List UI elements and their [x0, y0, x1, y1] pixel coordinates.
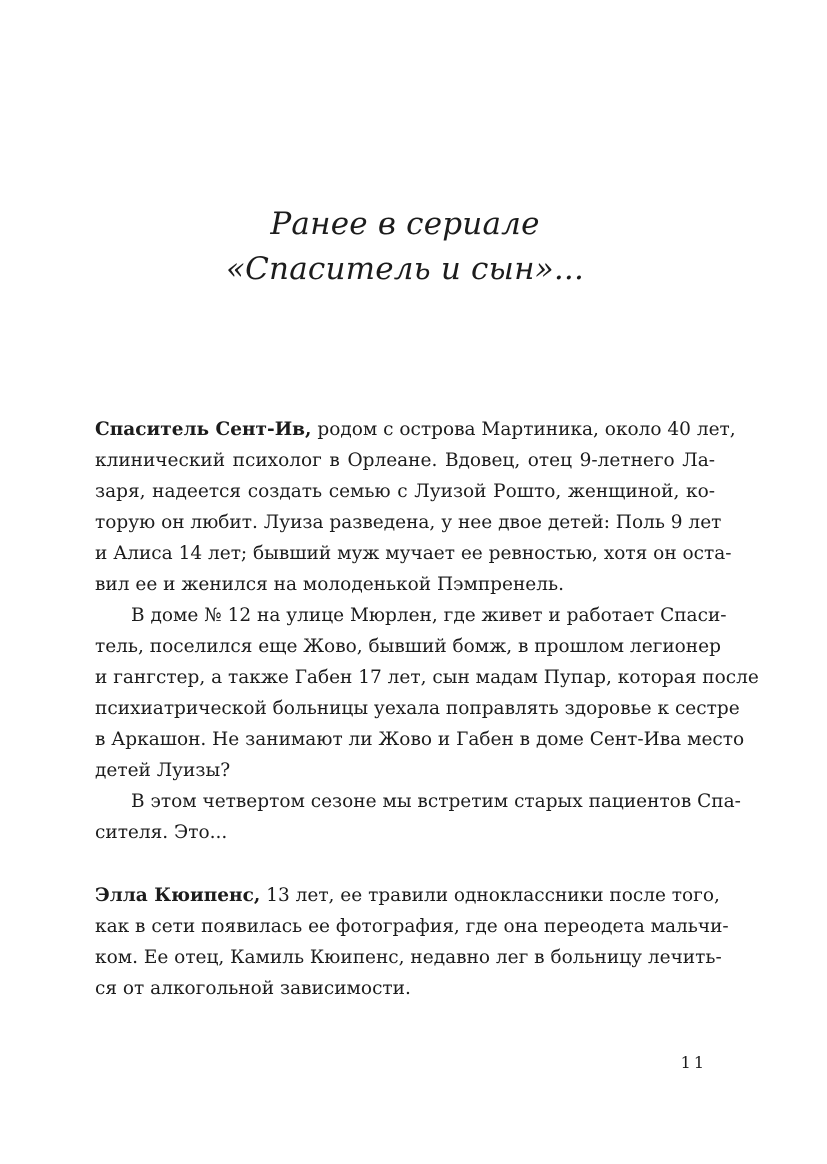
- chapter-title: [95, 202, 715, 292]
- paragraph-line: и гангстер, а также Габен 17 лет, сын мадам Пупар, которая после: [95, 667, 759, 688]
- paragraph-line: ком. Ее отец, Камиль Кюипенс, недавно лег в больницу лечить-: [95, 947, 722, 968]
- paragraph-line: Элла Кюипенс, 13 лет, ее травили одноклассники после того,: [95, 885, 720, 906]
- characters-intro-block: [95, 414, 759, 848]
- paragraph-line: клинический психолог в Орлеане. Вдовец, отец 9-летнего Ла-: [95, 450, 715, 471]
- paragraph-line: В этом четвертом сезоне мы встретим старых пациентов Спа-: [131, 791, 741, 812]
- chapter-title-line-2: «Спаситель и сын»...: [225, 251, 585, 287]
- paragraph-line: торую он любит. Луиза разведена, у нее двое детей: Поль 9 лет: [95, 512, 722, 533]
- paragraph-line: в Аркашон. Не занимают ли Жово и Габен в доме Сент-Ива место: [95, 729, 745, 750]
- paragraph-line: В доме № 12 на улице Мюрлен, где живет и работает Спаси-: [131, 605, 727, 626]
- paragraph-line: психиатрической больницы уехала поправлять здоровье к сестре: [95, 698, 740, 719]
- character-ella-block: [95, 880, 729, 1004]
- paragraph-line: детей Луизы?: [95, 760, 231, 781]
- paragraph-line: тель, поселился еще Жово, бывший бомж, в прошлом легионер: [95, 636, 721, 657]
- paragraph-line: и Алиса 14 лет; бывший муж мучает ее ревностью, хотя он оста-: [95, 543, 732, 564]
- character-name-saviour: Спаситель Сент-Ив,: [95, 419, 312, 440]
- chapter-title-line-1: Ранее в сериале: [270, 206, 540, 242]
- paragraph-line: ся от алкогольной зависимости.: [95, 978, 411, 999]
- character-name-ella: Элла Кюипенс,: [95, 885, 261, 906]
- page-number: 11: [680, 1053, 707, 1072]
- paragraph-line: сителя. Это...: [95, 822, 228, 843]
- paragraph-line: Спаситель Сент-Ив, родом с острова Мартиника, около 40 лет,: [95, 419, 736, 440]
- paragraph-line: заря, надеется создать семью с Луизой Рошто, женщиной, ко-: [95, 481, 715, 502]
- paragraph-line: как в сети появилась ее фотография, где она переодета мальчи-: [95, 916, 729, 937]
- paragraph-line: вил ее и женился на молоденькой Пэмпренель.: [95, 574, 564, 595]
